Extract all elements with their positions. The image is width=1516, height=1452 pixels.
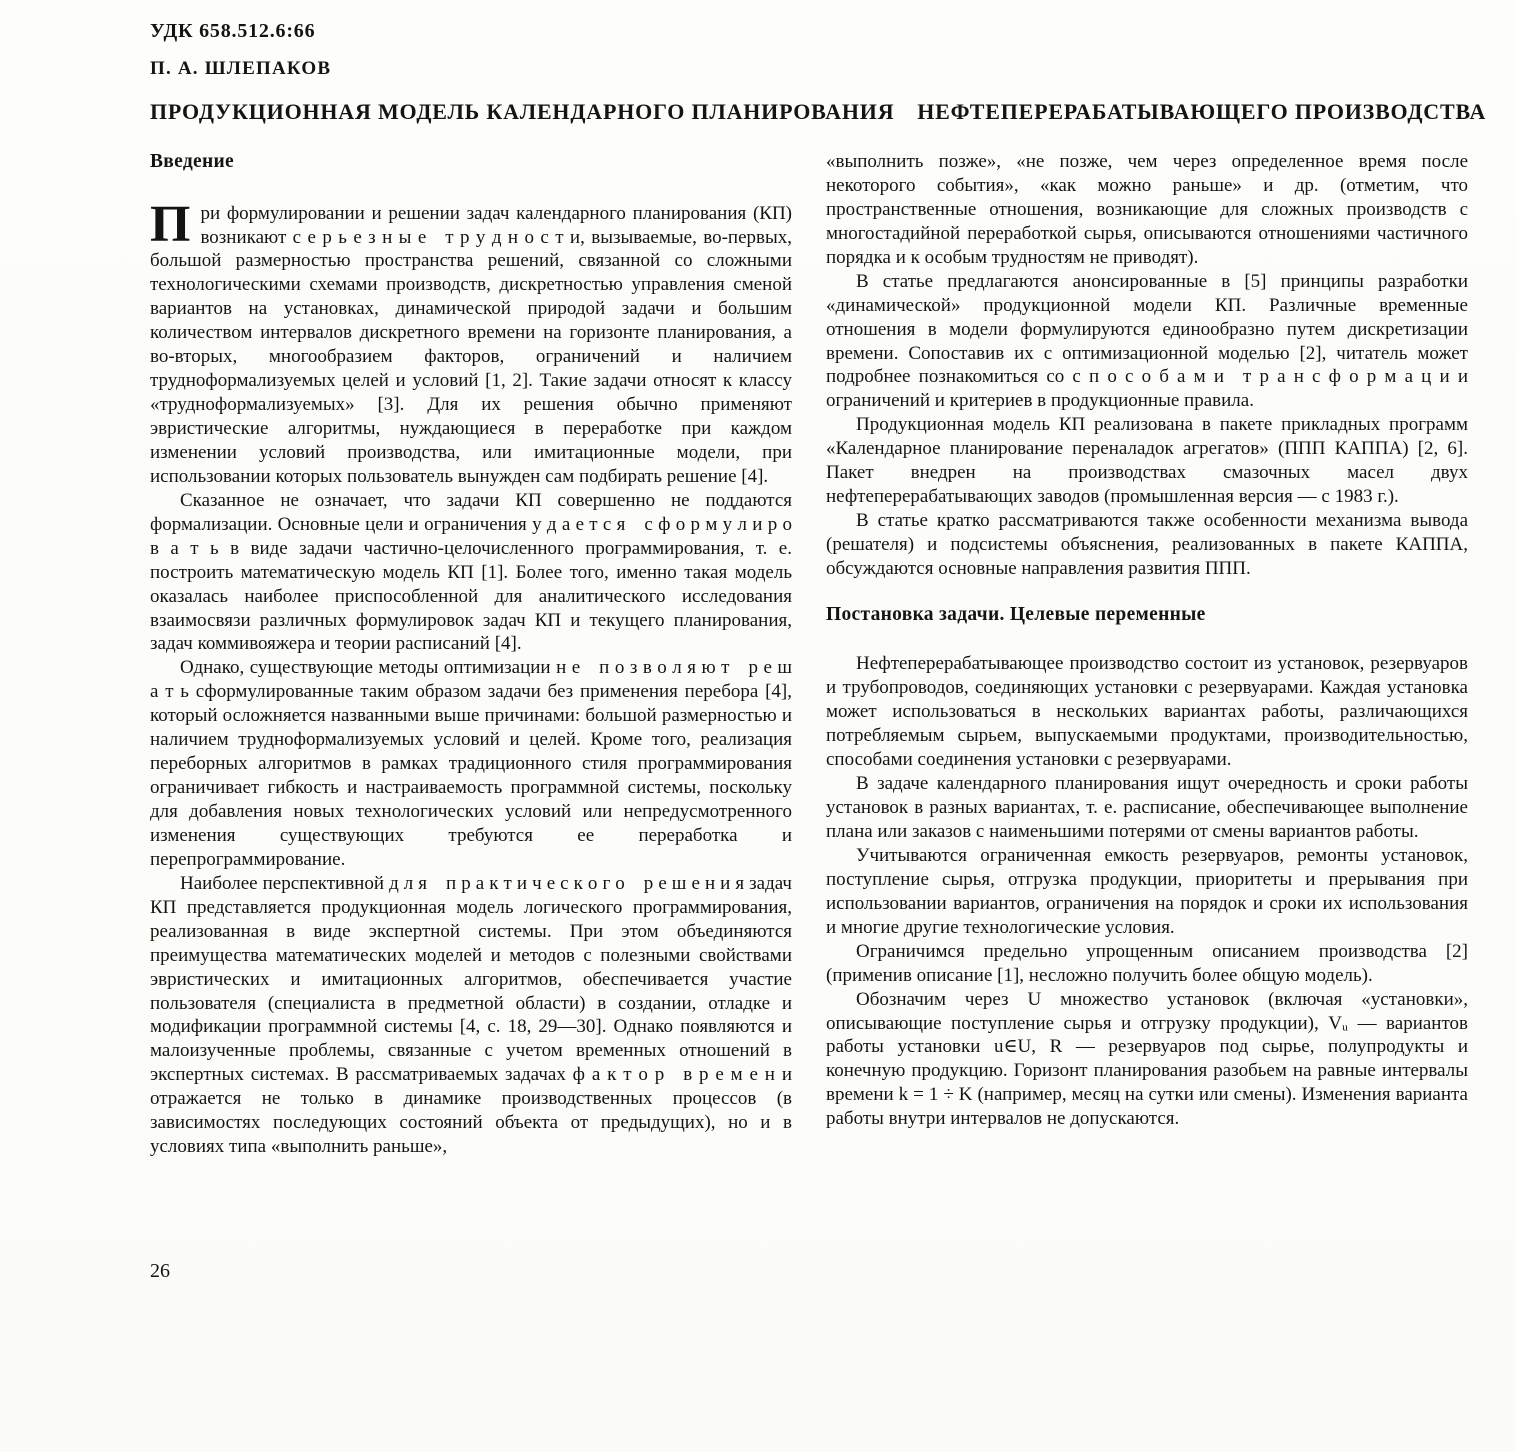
two-column-body — [150, 150, 1468, 1159]
paragraph: В статье предлагаются анонсированные в [5] принципы разработки «динамической» продукционной модели КП. Различные временные отношения в модели формулируются единообразно путем дискретизации времени. Сопоставив их с оптимизационной моделью [2], читатель может подробнее познакомиться со с п о с о б а м и т р а н с ф о р м а ц и и ограничений и критериев в продукционные правила. — [826, 270, 1468, 412]
section-heading-introduction: Введение — [150, 151, 234, 172]
page-content — [150, 20, 1487, 1159]
paragraph-text: ри формулировании и решении задач календарного планирования (КП) возникают с е р ь е з н ы е т р у д н о с т и, вызываемые, во-первых, большой размерностью пространства решений, связанной со сложными технологическими схемами производств, дискретностью управления сменой вариантов на установках, динамической природой задачи и большим количеством интервалов дискретного времени на горизонте планирования, а во-вторых, многообразием факторов, ограничений и наличием трудноформализуемых целей и условий [1, 2]. Такие задачи относят к классу «трудноформализуемых» [3]. Для их решения обычно применяют эвристические алгоритмы, нуждающиеся в переработке при каждом изменении условий производства, или имитационные модели, при использовании которых пользователь вынужден сам подбирать решение [4]. — [150, 202, 792, 487]
paragraph: Сказанное не означает, что задачи КП совершенно не поддаются формализации. Основные цели и ограничения у д а е т с я с ф о р м у л и р о в а т ь в виде задачи частично-целочисленного программирования, т. е. построить математическую модель КП [1]. Более того, именно такая модель оказалась наиболее приспособленной для аналитического исследования взаимосвязи различных формулировок задач КП и текущего планирования, задач коммивояжера и теории расписаний [4]. — [150, 489, 792, 655]
paragraph: Наиболее перспективной д л я п р а к т и ч е с к о г о р е ш е н и я задач КП представляется продукционная модель логического программирования, реализованная в виде экспертной системы. При этом объединяются преимущества математических моделей и методов с полезными свойствами эвристических и имитационных алгоритмов, обеспечивается участие пользователя (специалиста в предметной области) в создании, отладке и модификации программной системы [4, с. 18, 29—30]. Однако появляются и малоизученные проблемы, связанные с учетом временных отношений в экспертных системах. В рассматриваемых задачах ф а к т о р в р е м е н и отражается не только в динамике производственных процессов (в зависимостях последующих состояний объекта от предыдущих), но и в условиях типа «выполнить раньше», — [150, 872, 792, 1158]
left-column — [150, 150, 792, 1159]
drop-cap: П — [150, 195, 191, 253]
paragraph: Нефтеперерабатывающее производство состоит из установок, резервуаров и трубопроводов, соединяющих установки с резервуарами. Каждая установка может использоваться в нескольких вариантах работы, различающихся потребляемым сырьем, выпускаемыми продуктами, производительностью, способами соединения установки с резервуарами. — [826, 653, 1468, 771]
right-column — [826, 150, 1468, 1159]
paragraph: Обозначим через U множество установок (включая «установки», описывающие поступление сырья и отгрузку продукции), Vᵤ — вариантов работы установки u∈U, R — резервуаров под сырье, полупродукты и конечную продукцию. Горизонт планирования разобьем на равные интервалы времени k = 1 ÷ K (например, месяц на сутки или смены). Изменения варианта работы внутри интервалов не допускаются. — [826, 988, 1468, 1130]
paragraph: Продукционная модель КП реализована в пакете прикладных программ «Календарное планирование переналадок агрегатов» (ППП КАППА) [2, 6]. Пакет внедрен на производствах смазочных масел двух нефтеперерабатывающих заводов (промышленная версия — с 1983 г.). — [826, 414, 1468, 508]
paragraph: В задаче календарного планирования ищут очередность и сроки работы установок в разных вариантах, т. е. расписание, обеспечивающее выполнение плана или заказов с наименьшими потерями от смены вариантов работы. — [826, 773, 1468, 842]
paragraph: Учитываются ограниченная емкость резервуаров, ремонты установок, поступление сырья, отгрузка продукции, приоритеты и прерывания при использовании вариантов, ограничения на порядок и сроки их использования и многие другие технологические условия. — [826, 844, 1468, 938]
author-name: П. А. ШЛЕПАКОВ — [150, 58, 332, 79]
udc-number: УДК 658.512.6:66 — [150, 20, 316, 42]
paragraph: Ограничимся предельно упрощенным описанием производства [2] (применив описание [1], несложно получить более общую модель). — [826, 940, 1468, 986]
paragraph — [150, 195, 792, 489]
paragraph: Однако, существующие методы оптимизации н е п о з в о л я ю т р е ш а т ь сформулированные таким образом задачи без применения перебора [4], который осложняется названными выше причинами: большой размерностью и наличием трудноформализуемых условий и целей. Кроме того, реализация переборных алгоритмов в рамках традиционного стиля программирования ограничивает гибкость и настраиваемость программной системы, поскольку для добавления новых технологических условий или непредусмотренного изменения существующих требуются ее переработка и перепрограммирование. — [150, 657, 792, 870]
paragraph: В статье кратко рассматриваются также особенности механизма вывода (решателя) и подсистемы объяснения, реализованных в пакете КАППА, обсуждаются основные направления развития ППП. — [826, 510, 1468, 579]
section-heading-problem-statement: Постановка задачи. Целевые переменные — [826, 603, 1206, 625]
paper-title: ПРОДУКЦИОННАЯ МОДЕЛЬ КАЛЕНДАРНОГО ПЛАНИРОВАНИЯ НЕФТЕПЕРЕРАБАТЫВАЮЩЕГО ПРОИЗВОДСТВА — [150, 99, 1487, 124]
page-number: 26 — [150, 1260, 170, 1282]
paragraph: «выполнить позже», «не позже, чем через определенное время после некоторого события», «как можно раньше» и др. (отметим, что пространственные отношения, возникающие для сложных производств с многостадийной переработкой сырья, описываются отношениями частичного порядка и к особым трудностям не приводят). — [826, 151, 1468, 268]
